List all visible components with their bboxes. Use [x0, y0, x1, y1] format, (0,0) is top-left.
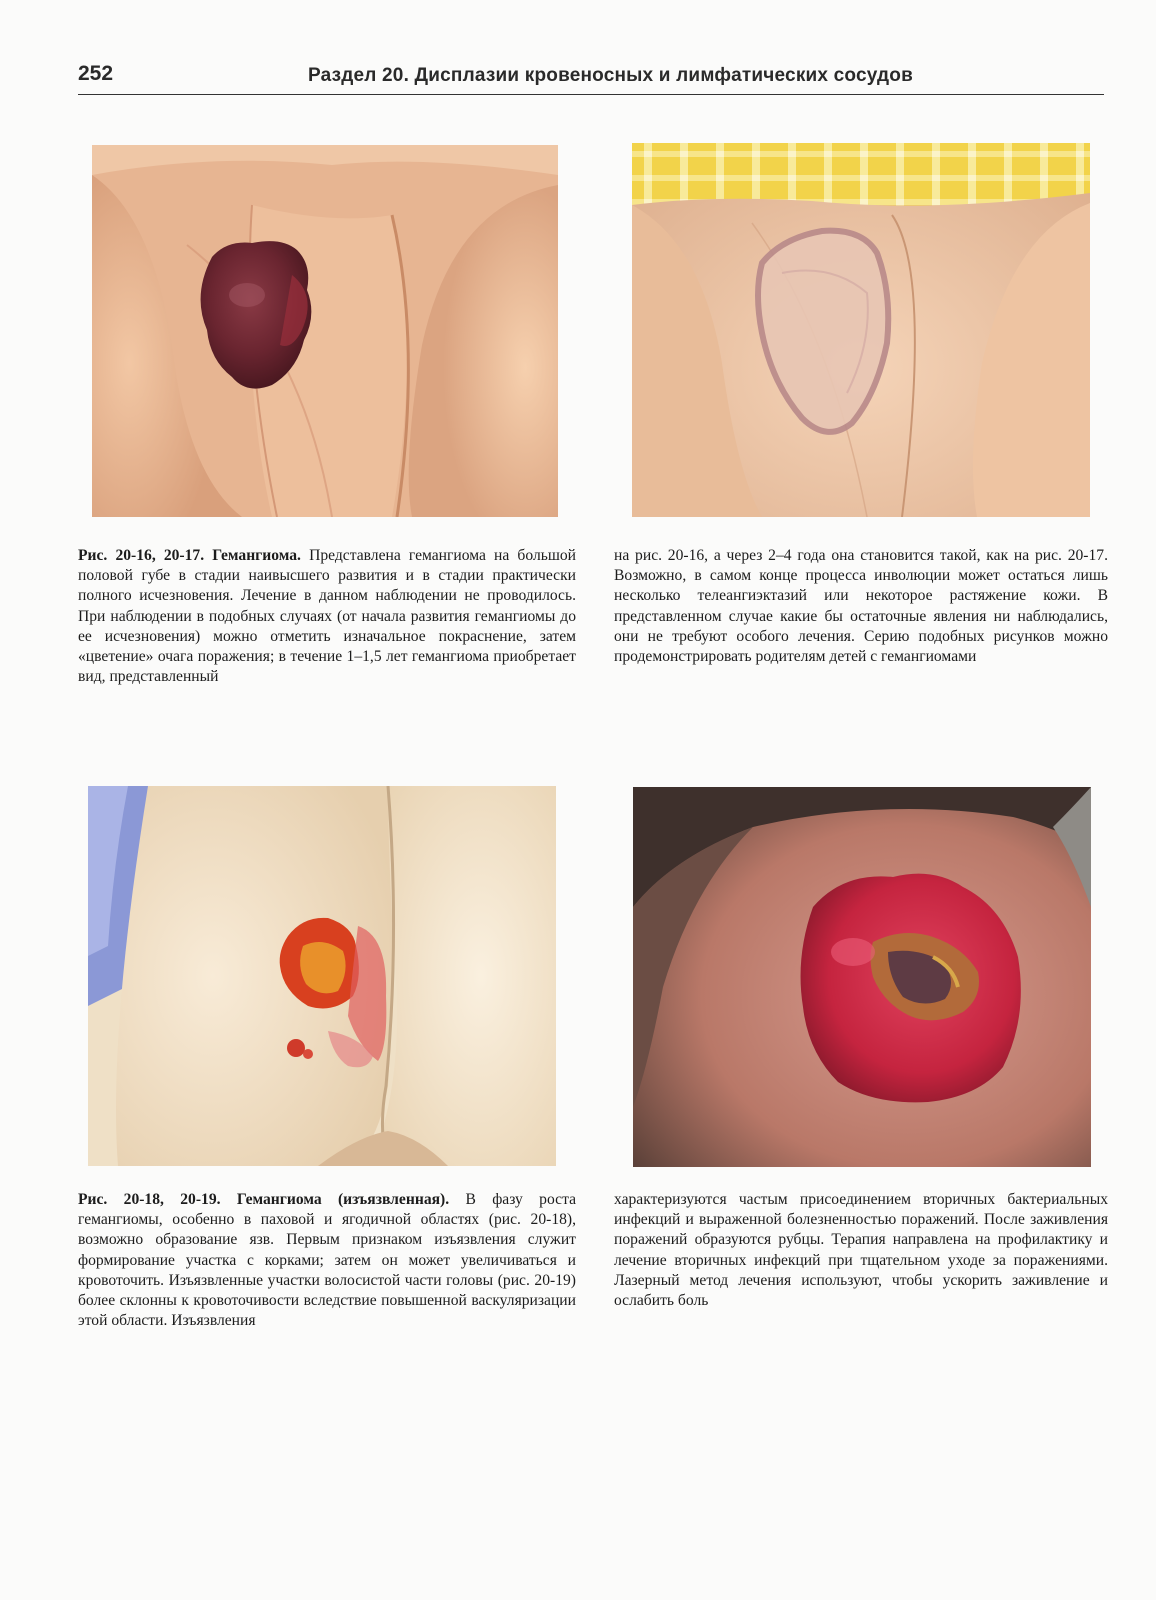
caption-text: Представлена гемангиома на большой половой губе в стадии наивысшего развития и в стадии практически полного исчезновения. Лечение в данном наблюдении не проводилось. При наблюдении в подобных случаях (от начала развития гемангиомы до ее исчезновения) можно отметить изначальное покраснение, затем «цветение» очага поражения; в течение 1–1,5 лет гемангиома приобретает вид, представленный: [78, 547, 576, 686]
figure-20-18-photo: [88, 786, 556, 1166]
figure-20-17-photo: [632, 143, 1090, 517]
figure-20-16-photo: [92, 145, 558, 517]
caption-20-18-19-left: [78, 1190, 576, 1331]
caption-20-18-19-right: характеризуются частым присоединением вторичных бактериальных инфекций и выраженной болезненностью поражений. После заживления поражений образуются рубцы. Терапия направлена на профилактику и лечение вторичных инфекций при тщательном уходе за поражениями. Лазерный метод лечения используют, чтобы ускорить заживление и ослабить боль: [614, 1191, 1108, 1310]
running-title: Раздел 20. Дисплазии кровеносных и лимфатических сосудов: [308, 65, 913, 86]
caption-label: Рис. 20-16, 20-17. Гемангиома.: [78, 547, 301, 564]
caption-20-16-17-left: [78, 546, 576, 687]
page-number: 252: [78, 62, 114, 85]
caption-20-16-17-right: на рис. 20-16, а через 2–4 года она становится такой, как на рис. 20-17. Возможно, в самом конце процесса инволюции может остаться лишь несколько телеангиэктазий или некоторое растяжение кожи. В представленном случае какие бы остаточные явления ни наблюдались, они не требуют особого лечения. Серию подобных рисунков можно продемонстрировать родителям детей с гемангиомами: [614, 547, 1108, 666]
caption-label: Рис. 20-18, 20-19. Гемангиома (изъязвленная).: [78, 1191, 450, 1208]
running-header: [78, 62, 1104, 95]
figure-20-19-photo: [633, 787, 1091, 1167]
caption-text: В фазу роста гемангиомы, особенно в паховой и ягодичной областях (рис. 20-18), возможно образование язв. Первым признаком изъязвления служит формирование участка с корками; затем он может увеличиваться и кровоточить. Изъязвленные участки волосистой части головы (рис. 20-19) более склонны к кровоточивости вследствие повышенной васкуляризации этой области. Изъязвления: [78, 1191, 576, 1330]
